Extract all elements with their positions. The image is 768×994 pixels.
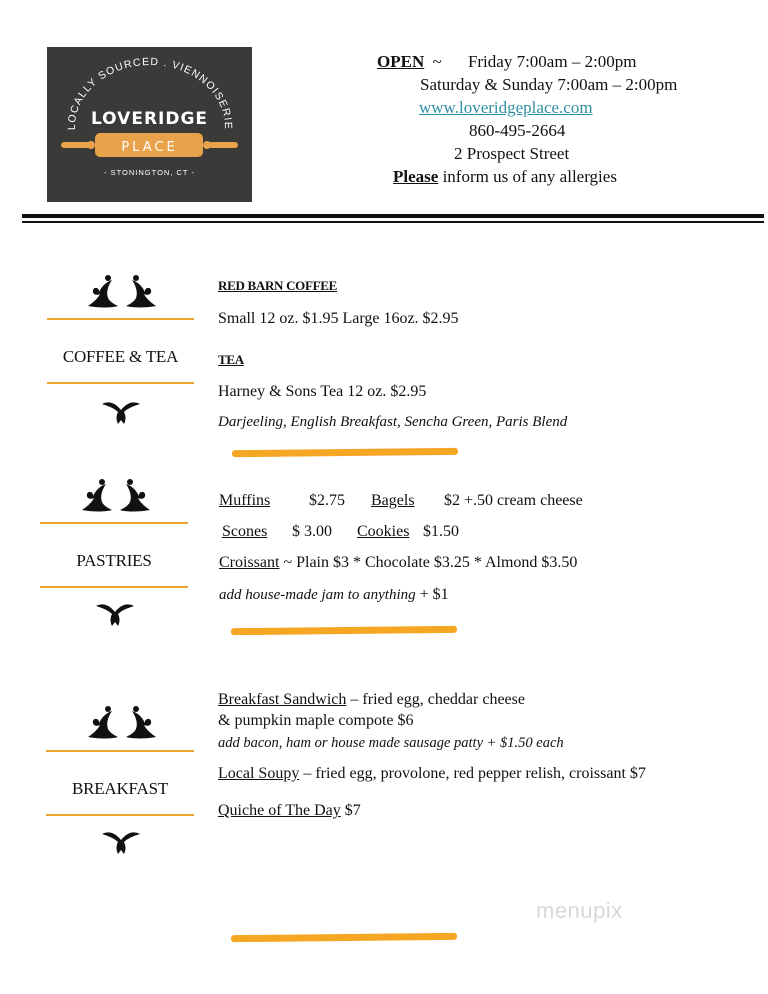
logo xyxy=(47,47,252,202)
muffins-item xyxy=(219,492,270,510)
fleur-ornament-icon xyxy=(94,600,136,628)
muffins-price: $2.75 xyxy=(309,492,345,509)
logo-name-line1: LOVERIDGE xyxy=(90,109,209,129)
breakfast-sandwich-desc2: & pumpkin maple compote $6 xyxy=(218,712,414,729)
section-title-breakfast: BREAKFAST xyxy=(71,779,169,798)
header-divider-thick xyxy=(22,214,764,218)
tea-heading: TEA xyxy=(218,352,244,367)
croissant-item xyxy=(219,554,577,572)
tea-varieties: Darjeeling, English Breakfast, Sencha Green, Paris Blend xyxy=(218,414,568,430)
section-line-top xyxy=(46,750,194,752)
jam-note-text: add house-made jam to anything xyxy=(219,587,416,603)
breakfast-sandwich-desc: – fried egg, cheddar cheese xyxy=(346,691,525,708)
scones-price: $ 3.00 xyxy=(292,523,332,540)
section-line-top xyxy=(40,522,188,524)
open-tilde: ~ xyxy=(432,52,442,71)
logo-name-line2: PLACE xyxy=(121,140,178,155)
allergy-text: inform us of any allergies xyxy=(438,167,617,186)
quiche-label: Quiche of The Day xyxy=(218,802,341,819)
section-line-top xyxy=(47,318,194,320)
section-title-pastries: PASTRIES xyxy=(76,551,152,570)
jam-note xyxy=(219,586,449,604)
watermark: menupix xyxy=(536,898,623,923)
bagels-label: Bagels xyxy=(371,492,415,509)
breakfast-sandwich-addon: add bacon, ham or house made sausage patty + $1.50 each xyxy=(218,735,564,751)
flourish-ornament-icon xyxy=(84,272,160,312)
phone-number: 860-495-2664 xyxy=(469,121,566,140)
bagels-item xyxy=(371,492,415,510)
cookies-label: Cookies xyxy=(357,523,410,540)
bagels-price: $2 +.50 cream cheese xyxy=(444,492,583,509)
fleur-ornament-icon xyxy=(100,398,142,426)
logo-arc-text: LOCALLY SOURCED . VIENNOISERIE xyxy=(65,55,235,131)
section-title-coffee-tea: COFFEE & TEA xyxy=(62,347,179,366)
local-soupy-desc: – fried egg, provolone, red pepper relish, croissant $7 xyxy=(299,765,646,782)
website-link[interactable] xyxy=(419,96,593,119)
hours-weekend: Saturday & Sunday 7:00am – 2:00pm xyxy=(420,75,678,94)
header-divider-thin xyxy=(22,221,764,223)
logo-location: - STONINGTON, CT - xyxy=(104,168,195,177)
website-link-text[interactable]: www.loveridgeplace.com xyxy=(419,98,593,117)
quiche-price: $7 xyxy=(340,802,361,819)
fleur-ornament-icon xyxy=(100,828,142,856)
street-address: 2 Prospect Street xyxy=(454,144,570,163)
flourish-ornament-icon xyxy=(78,476,154,516)
coffee-prices: Small 12 oz. $1.95 Large 16oz. $2.95 xyxy=(218,310,459,327)
quiche-item xyxy=(218,802,361,820)
tea-price: Harney & Sons Tea 12 oz. $2.95 xyxy=(218,383,427,400)
local-soupy-item xyxy=(218,765,646,783)
breakfast-sandwich-item xyxy=(218,691,525,709)
breakfast-sandwich-label: Breakfast Sandwich xyxy=(218,691,347,708)
hours-line-1 xyxy=(377,50,637,73)
jam-note-price: + $1 xyxy=(415,586,449,603)
allergy-please: Please xyxy=(393,167,439,186)
cookies-item xyxy=(357,523,409,541)
flourish-ornament-icon xyxy=(84,703,160,743)
orange-swash xyxy=(231,933,457,942)
open-label: OPEN xyxy=(377,52,425,71)
hours-friday: Friday 7:00am – 2:00pm xyxy=(467,52,637,71)
section-line-bottom xyxy=(47,382,194,384)
scones-label: Scones xyxy=(222,523,268,540)
local-soupy-label: Local Soupy xyxy=(218,765,300,782)
muffins-label: Muffins xyxy=(219,492,271,509)
logo-graphic xyxy=(47,47,252,202)
orange-swash xyxy=(231,626,457,635)
croissant-options: ~ Plain $3 * Chocolate $3.25 * Almond $3.50 xyxy=(279,554,578,571)
coffee-heading: RED BARN COFFEE xyxy=(218,278,338,293)
croissant-label: Croissant xyxy=(219,554,280,571)
section-line-bottom xyxy=(46,814,194,816)
allergy-notice xyxy=(393,165,617,188)
cookies-price: $1.50 xyxy=(423,523,459,540)
orange-swash xyxy=(232,448,458,457)
section-line-bottom xyxy=(40,586,188,588)
scones-item xyxy=(222,523,267,541)
